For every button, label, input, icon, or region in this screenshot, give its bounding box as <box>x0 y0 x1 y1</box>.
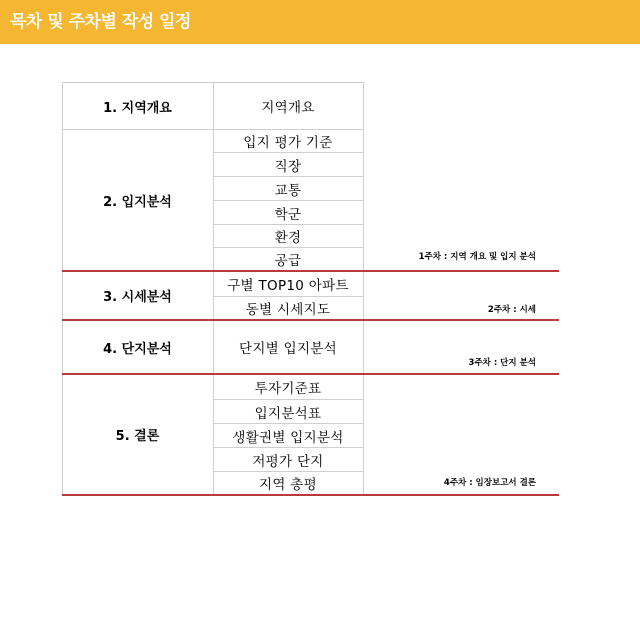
section-item: 입지분석표 <box>254 405 322 422</box>
schedule-label: 4주차 : 임장보고서 결론 <box>443 478 536 488</box>
section-item: 동별 시세지도 <box>245 302 331 318</box>
section-item: 투자기준표 <box>254 381 322 397</box>
section-item: 저평가 단지 <box>252 453 324 470</box>
section-item: 직장 <box>274 158 302 175</box>
section-label: 1. 지역개요 <box>103 100 172 116</box>
header-bar <box>0 0 640 44</box>
section-item: 학군 <box>274 206 302 223</box>
schedule-label: 1주차 : 지역 개요 및 입지 분석 <box>418 252 536 262</box>
week-divider-line <box>62 494 559 496</box>
grid-line <box>363 82 364 495</box>
section-item: 생활권별 입지분석 <box>232 429 344 446</box>
section-item: 입지 평가 기준 <box>243 135 333 151</box>
section-label: 4. 단지분석 <box>103 341 172 357</box>
section-item: 구별 TOP10 아파트 <box>227 278 349 294</box>
section-item: 지역 총평 <box>259 477 317 493</box>
schedule-label: 3주차 : 단지 분석 <box>468 358 536 368</box>
section-item: 환경 <box>274 230 302 246</box>
section-item: 단지별 입지분석 <box>239 341 337 357</box>
section-label: 5. 결론 <box>115 429 160 444</box>
section-label: 3. 시세분석 <box>103 290 172 305</box>
section-item: 교통 <box>274 182 302 199</box>
section-item: 지역개요 <box>261 100 315 116</box>
section-item: 공급 <box>274 253 302 269</box>
section-label: 2. 입지분석 <box>103 194 172 210</box>
page-title: 목차 및 주차별 작성 일정 <box>10 12 191 32</box>
schedule-label: 2주차 : 시세 <box>487 305 536 315</box>
